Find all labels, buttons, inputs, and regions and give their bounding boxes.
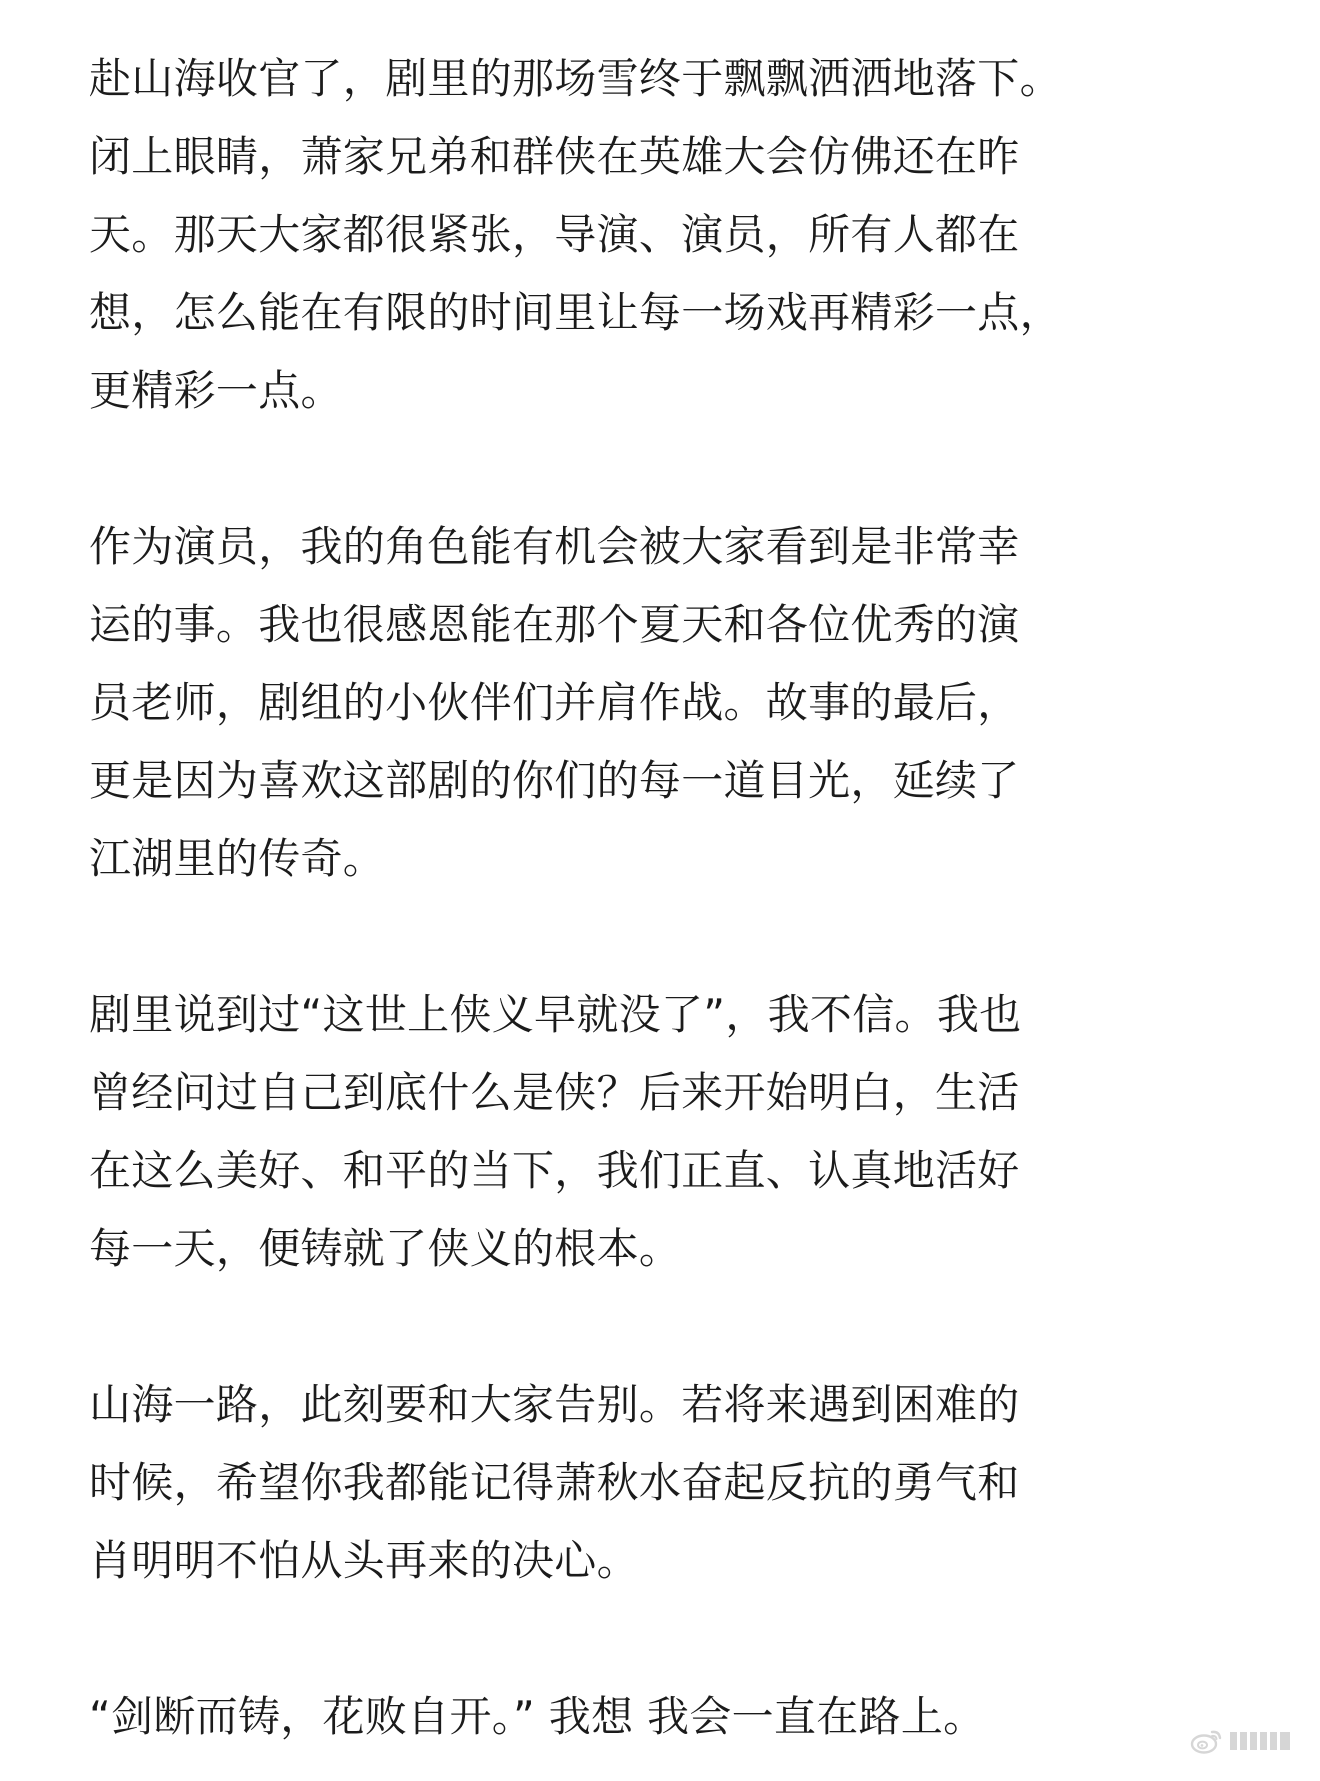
paragraph-line: 曾经问过自己到底什么是侠？后来开始明白，生活 xyxy=(89,1068,1020,1117)
paragraph-spacer xyxy=(89,430,1239,508)
paragraph-spacer xyxy=(89,1600,1239,1678)
paragraph-4 xyxy=(89,1366,1239,1600)
paragraph-line: 在这么美好、和平的当下，我们正直、认真地活好 xyxy=(89,1146,1020,1195)
paragraph-line: 更精彩一点。 xyxy=(89,366,343,415)
paragraph-line: 山海一路，此刻要和大家告别。若将来遇到困难的 xyxy=(89,1380,1020,1429)
paragraph-line: 肖明明不怕从头再来的决心。 xyxy=(89,1536,639,1585)
paragraph-spacer xyxy=(89,898,1239,976)
paragraph-line: 剧里说到过“这世上侠义早就没了”，我不信。我也 xyxy=(89,990,1022,1039)
paragraph-line: “剑断而铸，花败自开。” 我想 我会一直在路上。 xyxy=(89,1692,986,1741)
weibo-logo-icon xyxy=(1190,1727,1224,1755)
paragraph-spacer xyxy=(89,1288,1239,1366)
watermark-bars xyxy=(1230,1728,1292,1754)
article-body xyxy=(89,40,1239,1756)
paragraph-line: 时候，希望你我都能记得萧秋水奋起反抗的勇气和 xyxy=(89,1458,1020,1507)
paragraph-line: 天。那天大家都很紧张，导演、演员，所有人都在 xyxy=(89,210,1020,259)
paragraph-line: 想，怎么能在有限的时间里让每一场戏再精彩一点， xyxy=(89,288,1062,337)
paragraph-line: 每一天，便铸就了侠义的根本。 xyxy=(89,1224,682,1273)
paragraph-2 xyxy=(89,508,1239,898)
paragraph-3 xyxy=(89,976,1239,1288)
weibo-watermark xyxy=(1190,1727,1292,1755)
paragraph-line: 闭上眼睛，萧家兄弟和群侠在英雄大会仿佛还在昨 xyxy=(89,132,1020,181)
paragraph-1 xyxy=(89,40,1239,430)
paragraph-line: 赴山海收官了，剧里的那场雪终于飘飘洒洒地落下。 xyxy=(89,54,1062,103)
paragraph-line: 运的事。我也很感恩能在那个夏天和各位优秀的演 xyxy=(89,600,1020,649)
paragraph-line: 作为演员，我的角色能有机会被大家看到是非常幸 xyxy=(89,522,1020,571)
paragraph-line: 江湖里的传奇。 xyxy=(89,834,386,883)
paragraph-5 xyxy=(89,1678,1239,1756)
paragraph-line: 员老师，剧组的小伙伴们并肩作战。故事的最后， xyxy=(89,678,1020,727)
paragraph-line: 更是因为喜欢这部剧的你们的每一道目光，延续了 xyxy=(89,756,1020,805)
